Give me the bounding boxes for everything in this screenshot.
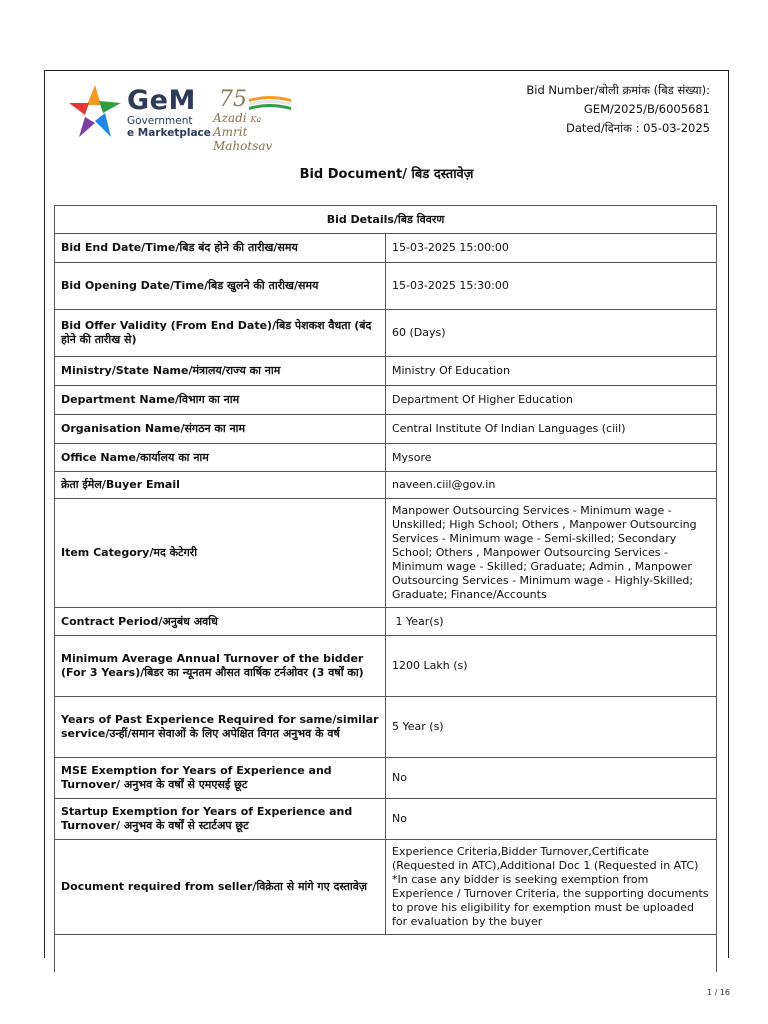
azadi-logo [213, 87, 303, 153]
row-value: No [386, 799, 717, 840]
azadi-75: 75 [219, 87, 247, 112]
row-value: Manpower Outsourcing Services - Minimum wage - Unskilled; High School; Others , Manpower Outsourcing Services - Minimum wage - Semi-skilled; Secondary School; Others , Manpower Outsourcing Services - Minimum wage - Skilled; Graduate; Admin , Manpower Outsourcing Services - Minimum wage - Highly-Skilled; Graduate; Finance/Accounts [386, 499, 717, 608]
bid-meta [526, 81, 710, 138]
table-row [55, 415, 717, 444]
table-row [55, 357, 717, 386]
table-row [55, 472, 717, 499]
bid-number-label: Bid Number/बोली क्रमांक (बिड संख्या): [526, 83, 710, 97]
azadi-ka: Ka [250, 115, 262, 124]
gem-line2: e Marketplace [127, 127, 211, 139]
row-value: 5 Year (s) [386, 697, 717, 758]
row-value: Mysore [386, 444, 717, 472]
row-value: 1200 Lakh (s) [386, 636, 717, 697]
row-label: Organisation Name/संगठन का नाम [55, 415, 386, 444]
row-value: Experience Criteria,Bidder Turnover,Certificate (Requested in ATC),Additional Doc 1 (Requested in ATC) *In case any bidder is seeking exemption from Experience / Turnover Criteria, the supporting documents to prove his eligibility for exemption must be uploaded for evaluation by the buyer [386, 840, 717, 935]
bid-details-table [54, 205, 717, 935]
row-label: Item Category/मद केटेगरी [55, 499, 386, 608]
row-label: Contract Period/अनुबंध अवधि [55, 608, 386, 636]
row-value: Central Institute Of Indian Languages (ciil) [386, 415, 717, 444]
table-row [55, 608, 717, 636]
table-row [55, 310, 717, 357]
row-label: Office Name/कार्यालय का नाम [55, 444, 386, 472]
dated-line [526, 119, 710, 138]
row-value: Department Of Higher Education [386, 386, 717, 415]
row-value: 15-03-2025 15:30:00 [386, 263, 717, 310]
table-header: Bid Details/बिड विवरण [55, 206, 717, 234]
table-row [55, 758, 717, 799]
row-value: 1 Year(s) [386, 608, 717, 636]
row-value[interactable] [386, 472, 717, 499]
row-label: Document required from seller/विक्रेता से मांगे गए दस्तावेज़ [55, 840, 386, 935]
document-header [45, 71, 728, 201]
row-label: MSE Exemption for Years of Experience and Turnover/ अनुभव के वर्षों से एमएसई छूट [55, 758, 386, 799]
table-row [55, 234, 717, 263]
table-row [55, 799, 717, 840]
gem-title: GeM [127, 85, 196, 116]
table-header-row [55, 206, 717, 234]
row-label: Department Name/विभाग का नाम [55, 386, 386, 415]
table-row [55, 636, 717, 697]
gem-line1: Government [127, 115, 193, 127]
azadi-line2: Amrit Mahotsav [213, 125, 273, 153]
table-row [55, 444, 717, 472]
row-value: 15-03-2025 15:00:00 [386, 234, 717, 263]
row-label: Bid Opening Date/Time/बिड खुलने की तारीख/समय [55, 263, 386, 310]
continuation-box [54, 912, 717, 972]
row-label: Startup Exemption for Years of Experience and Turnover/ अनुभव के वर्षों से स्टार्टअप छूट [55, 799, 386, 840]
row-label: क्रेता ईमेल/Buyer Email [55, 472, 386, 499]
row-label: Minimum Average Annual Turnover of the bidder (For 3 Years)/बिडर का न्यूनतम औसत वार्षिक टर्नओवर (3 वर्षों का) [55, 636, 386, 697]
table-row [55, 386, 717, 415]
table-row [55, 697, 717, 758]
bid-number: GEM/2025/B/6005681 [583, 102, 710, 116]
row-label: Bid Offer Validity (From End Date)/बिड पेशकश वैधता (बंद होने की तारीख से) [55, 310, 386, 357]
row-label: Years of Past Experience Required for same/similar service/उन्हीं/समान सेवाओं के लिए अपेक्षित विगत अनुभव के वर्ष [55, 697, 386, 758]
table-row [55, 263, 717, 310]
row-value: 60 (Days) [386, 310, 717, 357]
dated-label: Dated/दिनांक : [566, 121, 640, 135]
azadi-wordmark [213, 111, 303, 153]
page-number: 1 / 16 [706, 988, 730, 997]
row-value: Ministry Of Education [386, 357, 717, 386]
row-value: No [386, 758, 717, 799]
page-frame [44, 70, 729, 958]
row-label: Ministry/State Name/मंत्रालय/राज्य का नाम [55, 357, 386, 386]
gem-star-icon [65, 81, 125, 143]
dated-value: 05-03-2025 [643, 121, 710, 135]
row-label: Bid End Date/Time/बिड बंद होने की तारीख/समय [55, 234, 386, 263]
azadi-line1: Azadi [213, 111, 247, 125]
gem-logo [65, 81, 225, 143]
buyer-email-link[interactable]: naveen.ciil@gov.in [392, 478, 496, 491]
gem-wordmark [127, 87, 211, 139]
document-title: Bid Document/ बिड दस्तावेज़ [299, 167, 474, 182]
table-row [55, 499, 717, 608]
